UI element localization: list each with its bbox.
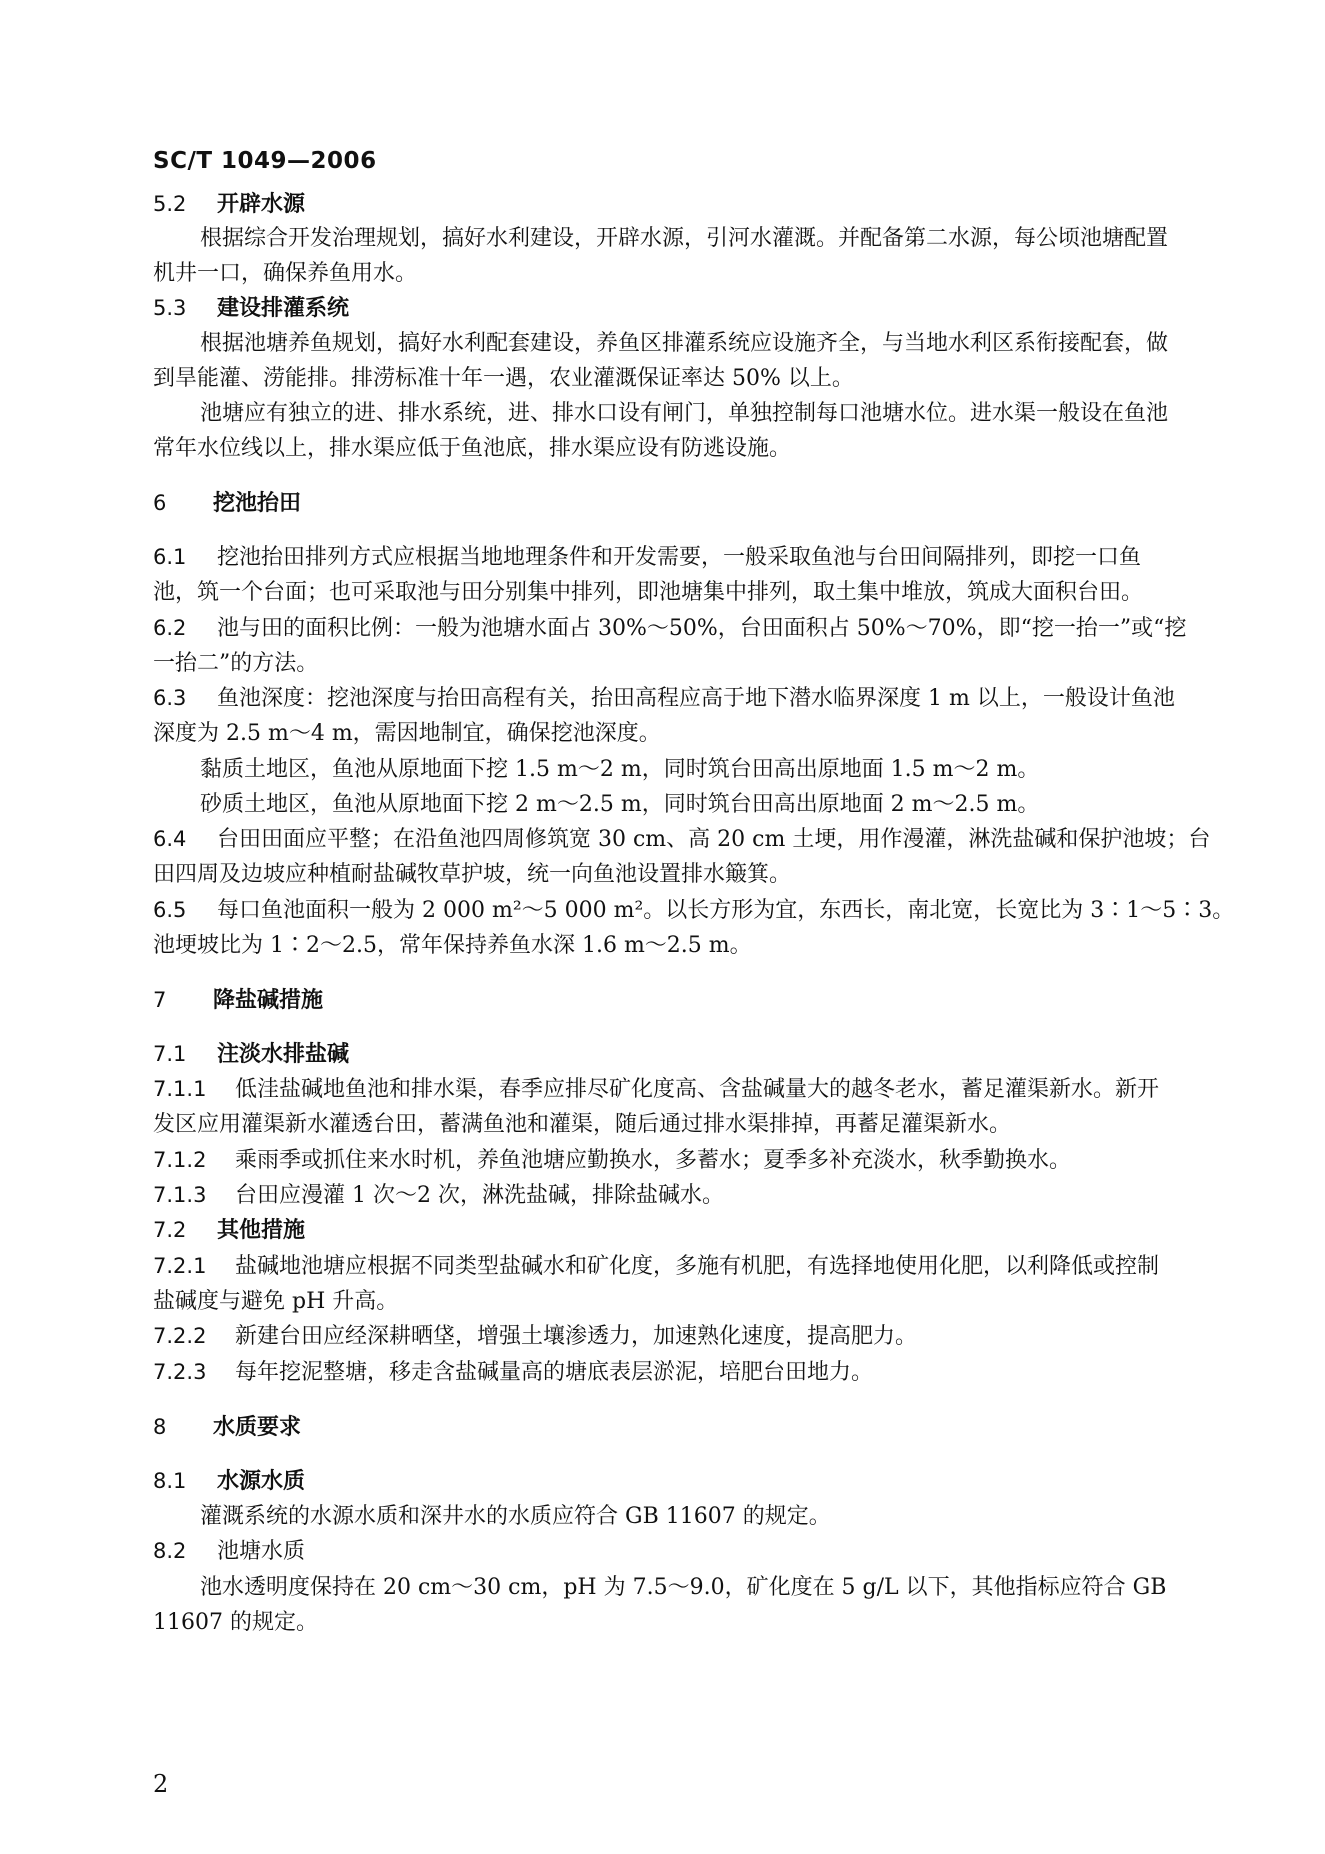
paragraph-line: 机井一口，确保养鱼用水。 — [153, 261, 418, 286]
paragraph-line: 盐碱度与避免 pH 升高。 — [153, 1289, 399, 1314]
paragraph-line: 到旱能灌、涝能排。排涝标准十年一遇，农业灌溉保证率达 50% 以上。 — [153, 366, 854, 391]
paragraph-line: 灌溉系统的水源水质和深井水的水质应符合 GB 11607 的规定。 — [200, 1504, 831, 1529]
paragraph-line: 黏质土地区，鱼池从原地面下挖 1.5 m～2 m，同时筑台田高出原地面 1.5 m～2 m。 — [200, 757, 1040, 782]
clause-6-4: 6.4 台田田面应平整；在沿鱼池四周修筑宽 30 cm、高 20 cm 土埂，用作漫灌，淋洗盐碱和保护池坡；台 — [153, 827, 1211, 852]
paragraph-line: 池，筑一个台面；也可采取池与田分别集中排列，即池塘集中排列，取土集中堆放，筑成大面积台田。 — [153, 580, 1144, 605]
clause-heading-8-1: 8.1 水源水质 — [153, 1469, 306, 1494]
clause-heading-8-2: 8.2 池塘水质 — [153, 1539, 306, 1564]
paragraph-line: 池埂坡比为 1∶2～2.5，常年保持养鱼水深 1.6 m～2.5 m。 — [153, 933, 752, 958]
clause-7-2-3: 7.2.3 每年挖泥整塘，移走含盐碱量高的塘底表层淤泥，培肥台田地力。 — [153, 1360, 874, 1385]
clause-heading-7-1: 7.1 注淡水排盐碱 — [153, 1042, 350, 1067]
clause-heading-7-2: 7.2 其他措施 — [153, 1218, 306, 1243]
paragraph-line: 11607 的规定。 — [153, 1610, 318, 1635]
page-number: 2 — [153, 1770, 169, 1798]
clause-7-1-1: 7.1.1 低洼盐碱地鱼池和排水渠，春季应排尽矿化度高、含盐碱量大的越冬老水，蓄足灌渠新水。新开 — [153, 1077, 1160, 1102]
chapter-heading-8: 8 水质要求 — [153, 1415, 302, 1440]
paragraph-line: 发区应用灌渠新水灌透台田，蓄满鱼池和灌渠，随后通过排水渠排掉，再蓄足灌渠新水。 — [153, 1112, 1012, 1137]
clause-heading-5-3: 5.3 建设排灌系统 — [153, 296, 350, 321]
clause-6-1: 6.1 挖池抬田排列方式应根据当地地理条件和开发需要，一般采取鱼池与台田间隔排列，即挖一口鱼 — [153, 545, 1142, 570]
paragraph-line: 池水透明度保持在 20 cm～30 cm，pH 为 7.5～9.0，矿化度在 5 g/L 以下，其他指标应符合 GB — [200, 1575, 1167, 1600]
paragraph-line: 深度为 2.5 m～4 m，需因地制宜，确保挖池深度。 — [153, 721, 661, 746]
clause-6-2: 6.2 池与田的面积比例：一般为池塘水面占 30%～50%，台田面积占 50%～70%，即“挖一抬一”或“挖 — [153, 616, 1187, 641]
clause-7-1-2: 7.1.2 乘雨季或抓住来水时机，养鱼池塘应勤换水，多蓄水；夏季多补充淡水，秋季勤换水。 — [153, 1148, 1072, 1173]
clause-7-2-2: 7.2.2 新建台田应经深耕晒垡，增强土壤渗透力，加速熟化速度，提高肥力。 — [153, 1324, 918, 1349]
paragraph-line: 常年水位线以上，排水渠应低于鱼池底，排水渠应设有防逃设施。 — [153, 436, 792, 461]
clause-6-3: 6.3 鱼池深度：挖池深度与抬田高程有关，抬田高程应高于地下潜水临界深度 1 m 以上，一般设计鱼池 — [153, 686, 1175, 711]
paragraph-line: 田四周及边坡应种植耐盐碱牧草护坡，统一向鱼池设置排水簸箕。 — [153, 862, 792, 887]
paragraph-line: 一抬二”的方法。 — [153, 651, 319, 676]
clause-7-1-3: 7.1.3 台田应漫灌 1 次～2 次，淋洗盐碱，排除盐碱水。 — [153, 1183, 724, 1208]
paragraph-line: 根据综合开发治理规划，搞好水利建设，开辟水源，引河水灌溉。并配备第二水源，每公顷池塘配置 — [200, 226, 1169, 251]
standard-code-header: SC/T 1049—2006 — [153, 148, 377, 174]
clause-7-2-1: 7.2.1 盐碱地池塘应根据不同类型盐碱水和矿化度，多施有机肥，有选择地使用化肥，以利降低或控制 — [153, 1254, 1160, 1279]
paragraph-line: 池塘应有独立的进、排水系统，进、排水口设有闸门，单独控制每口池塘水位。进水渠一般设在鱼池 — [200, 401, 1169, 426]
chapter-heading-6: 6 挖池抬田 — [153, 491, 302, 516]
paragraph-line: 根据池塘养鱼规划，搞好水利配套建设，养鱼区排灌系统应设施齐全，与当地水利区系衔接配套，做 — [200, 331, 1169, 356]
clause-heading-5-2: 5.2 开辟水源 — [153, 192, 306, 217]
clause-6-5: 6.5 每口鱼池面积一般为 2 000 m²～5 000 m²。以长方形为宜，东西长，南北宽，长宽比为 3∶1～5∶3。 — [153, 898, 1235, 923]
paragraph-line: 砂质土地区，鱼池从原地面下挖 2 m～2.5 m，同时筑台田高出原地面 2 m～2.5 m。 — [200, 792, 1040, 817]
chapter-heading-7: 7 降盐碱措施 — [153, 988, 324, 1013]
